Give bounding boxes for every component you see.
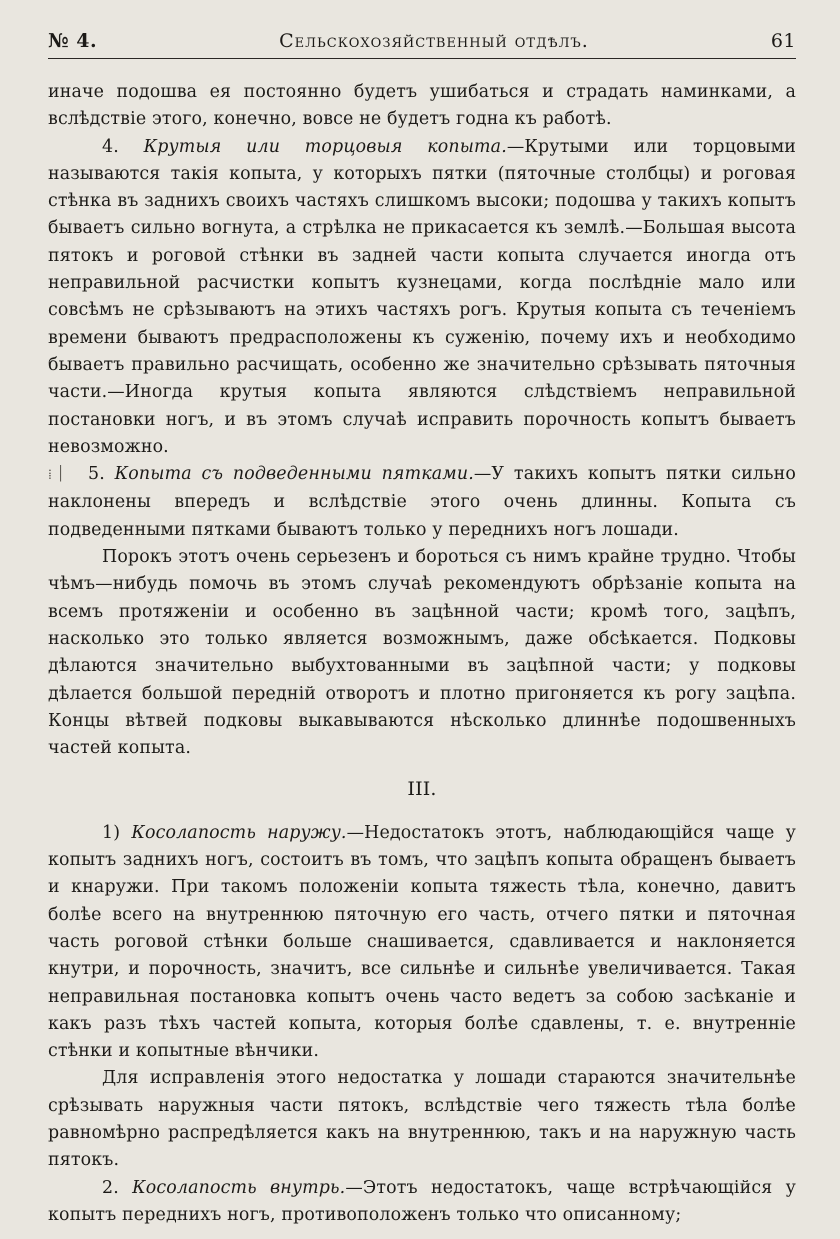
paragraph-treatment — [48, 544, 796, 762]
margin-mark: ⁞ ׀ — [48, 467, 65, 484]
item-term: Копыта съ подведенными пятками. — [114, 464, 474, 485]
section-heading: III. — [407, 778, 437, 801]
paragraph-correction — [48, 1065, 796, 1174]
item-term: Крутыя или торцовыя копыта. — [143, 136, 507, 157]
paragraph-hoof-underrun — [48, 461, 796, 544]
paragraph-hoof-steep — [48, 134, 796, 462]
paragraph-text: —У такихъ копытъ пятки сильно наклонены впередъ и вслѣдствіе этого очень длинны. Копыта съ подведенными пятками бываютъ только у переднихъ ногъ лошади. — [48, 464, 797, 540]
page-number: 61 — [770, 30, 796, 52]
paragraph-text: —Этотъ недостатокъ, чаще встрѣчающійся у копытъ переднихъ ногъ, противоположенъ только что описанному; — [48, 1177, 796, 1225]
paragraph-toe-in — [48, 1175, 796, 1230]
paragraph-toe-out — [48, 820, 796, 1066]
paragraph-text: Порокъ этотъ очень серьезенъ и бороться съ нимъ крайне трудно. Чтобы чѣмъ—нибудь помочь въ этомъ случаѣ рекомендуютъ обрѣзаніе копыта на всемъ протяженіи и особенно въ зацѣнной части; кромѣ того, зацѣпъ, насколько это только является возможнымъ, даже обсѣкается. Подковы дѣлаются значительно выбухтованными въ зацѣпной части; у подковы дѣлается большой передній отворотъ и плотно пригоняется къ рогу зацѣпа. Концы вѣтвей подковы выкавываются нѣсколько длиннѣе подошвенныхъ частей копыта. — [48, 547, 796, 759]
paragraph-text: —Крутыми или торцовыми называются такія копыта, у которыхъ пятки (пяточные столбцы) и роговая стѣнка въ заднихъ своихъ частяхъ слишкомъ высоки; подошва у такихъ копытъ бываетъ сильно вогнута, а стрѣлка не прикасается къ землѣ.—Большая высота пятокъ и роговой стѣнки въ задней части копыта случается иногда отъ неправильной расчистки копытъ кузнецами, когда послѣдніе мало или совсѣмъ не срѣзываютъ на этихъ частяхъ рогъ. Крутыя копыта съ теченіемъ времени бываютъ предрасположены къ суженію, почему ихъ и необходимо бываетъ правильно расчищать, особенно же значительно срѣзывать пяточныя части.—Иногда крутыя копыта являются слѣдствіемъ неправильной постановки ногъ, и въ этомъ случаѣ исправить порочность копытъ бываетъ невозможно. — [48, 136, 796, 457]
issue-number: № 4. — [48, 30, 98, 52]
item-term: Косолапость внутрь. — [132, 1177, 346, 1198]
paragraph-text: иначе подошва ея постоянно будетъ ушибаться и страдать наминками, а вслѣдствіе этого, конечно, вовсе не будетъ годна къ работѣ. — [48, 82, 796, 130]
item-number: 4. — [102, 136, 144, 157]
item-number: 1) — [102, 822, 132, 843]
paragraph-text: Для исправленія этого недостатка у лошади стараются значительнѣе срѣзывать наружныя части пятокъ, вслѣдствіе чего тяжесть тѣла болѣе равномѣрно распредѣляется какъ на внутреннюю, такъ и на наружную часть пятокъ. — [48, 1068, 796, 1171]
paragraph-continuation — [48, 79, 796, 134]
item-number: 5. — [88, 464, 115, 485]
paragraph-text: —Недостатокъ этотъ, наблюдающійся чаще у копытъ заднихъ ногъ, состоитъ въ томъ, что зацѣпъ копыта обращенъ бываетъ и кнаружи. При такомъ положеніи копыта тяжесть тѣла, конечно, давитъ болѣе всего на внутреннюю пяточную его часть, отчего пятки и пяточная часть роговой стѣнки больше снашивается, сдавливается и наклоняется кнутри, и порочность, значитъ, все сильнѣе и сильнѣе увеличивается. Такая неправильная постановка копытъ очень часто ведетъ за собою засѣканіе и какъ разъ тѣхъ частей копыта, которыя болѣе сдавлены, т. е. внутренніе стѣнки и копытные вѣнчики. — [48, 822, 796, 1062]
running-header — [48, 30, 796, 59]
item-term: Косолапость наружу. — [131, 822, 347, 843]
section-title: Сельскохозяйственный отдѣлъ. — [279, 30, 589, 52]
item-number: 2. — [102, 1177, 133, 1198]
page-body — [48, 79, 796, 1229]
